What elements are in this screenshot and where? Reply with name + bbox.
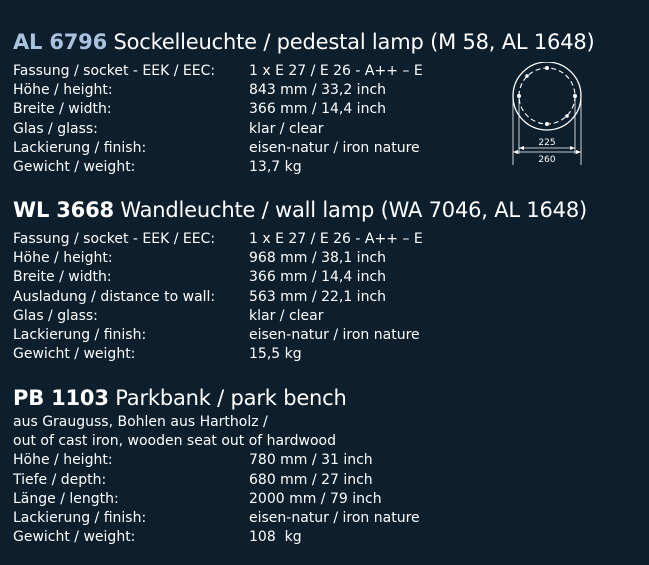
spec-label: Höhe / height: [13,250,113,267]
spec-value: klar / clear [249,307,324,324]
spec-value: 108 kg [249,529,302,546]
spec-label: Glas / glass: [13,307,98,324]
spec-row [13,307,643,326]
arrow-head [519,146,524,150]
bolt-hole [525,74,529,78]
product-code: PB 1103 [13,386,109,410]
spec-row [13,451,643,470]
description-line: out of cast iron, wooden seat out of hardwood [13,433,336,450]
spec-label: Breite / width: [13,101,112,118]
spec-row [13,345,643,364]
spec-label: Gewicht / weight: [13,346,136,363]
spec-row [13,288,643,307]
spec-label: Lackierung / finish: [13,139,147,156]
product-code: WL 3668 [13,198,114,222]
product-pb-1103 [13,385,643,547]
bolt-hole [545,122,549,126]
spec-label: Ausladung / distance to wall: [13,288,216,305]
dimension-label-outer: 260 [538,155,556,165]
spec-label: Lackierung / finish: [13,510,147,527]
spec-value: eisen-natur / iron nature [249,510,420,527]
spec-label: Gewicht / weight: [13,529,136,546]
spec-table [13,230,643,364]
spec-row [13,326,643,345]
spec-value: klar / clear [249,120,324,137]
arrow-head [570,146,575,150]
spec-label: Glas / glass: [13,120,98,137]
product-wl-3668 [13,197,643,364]
spec-row [13,230,643,249]
bolt-hole [565,114,569,118]
spec-label: Gewicht / weight: [13,159,136,176]
arrow-head [576,150,581,154]
product-title [13,29,643,55]
arrow-head [513,150,518,154]
product-name: Sockelleuchte / pedestal lamp (M 58, AL 1648) [113,30,595,54]
pedestal-footprint-icon [500,62,600,172]
spec-row [13,249,643,268]
spec-value: 780 mm / 31 inch [249,452,373,469]
spec-value: 15,5 kg [249,346,302,363]
spec-value: 1 x E 27 / E 26 - A++ – E [249,231,423,247]
spec-value: eisen-natur / iron nature [249,139,420,156]
spec-label: Tiefe / depth: [13,471,107,488]
product-title [13,385,643,411]
dimension-label-inner: 225 [538,138,556,148]
spec-value: 680 mm / 27 inch [249,471,373,488]
spec-row [13,268,643,287]
spec-table [13,451,643,547]
product-title [13,197,643,223]
spec-label: Breite / width: [13,269,112,286]
spec-label: Höhe / height: [13,452,113,469]
spec-label: Höhe / height: [13,82,113,99]
product-name: Wandleuchte / wall lamp (WA 7046, AL 1648) [120,198,587,222]
spec-label: Lackierung / finish: [13,327,147,344]
spec-row [13,509,643,528]
product-description [13,413,643,451]
spec-row [13,490,643,509]
spec-value: 2000 mm / 79 inch [249,490,382,507]
spec-label: Länge / length: [13,490,119,507]
spec-value: 13,7 kg [249,159,302,176]
bolt-hole [545,66,549,70]
spec-value: 563 mm / 22,1 inch [249,288,387,305]
product-name: Parkbank / park bench [115,386,347,410]
spec-label: Fassung / socket - EEK / EEC: [13,63,216,79]
spec-row [13,528,643,547]
spec-value: 843 mm / 33,2 inch [249,82,387,99]
spec-value: 968 mm / 38,1 inch [249,250,387,267]
spec-value: eisen-natur / iron nature [249,327,420,344]
spec-row [13,471,643,490]
spec-value: 366 mm / 14,4 inch [249,269,387,286]
outer-circle [513,62,581,130]
spec-value: 366 mm / 14,4 inch [249,101,387,118]
spec-value: 1 x E 27 / E 26 - A++ – E [249,63,423,79]
description-line: aus Grauguss, Bohlen aus Hartholz / [13,414,268,430]
spec-label: Fassung / socket - EEK / EEC: [13,231,216,247]
product-code: AL 6796 [13,30,107,54]
